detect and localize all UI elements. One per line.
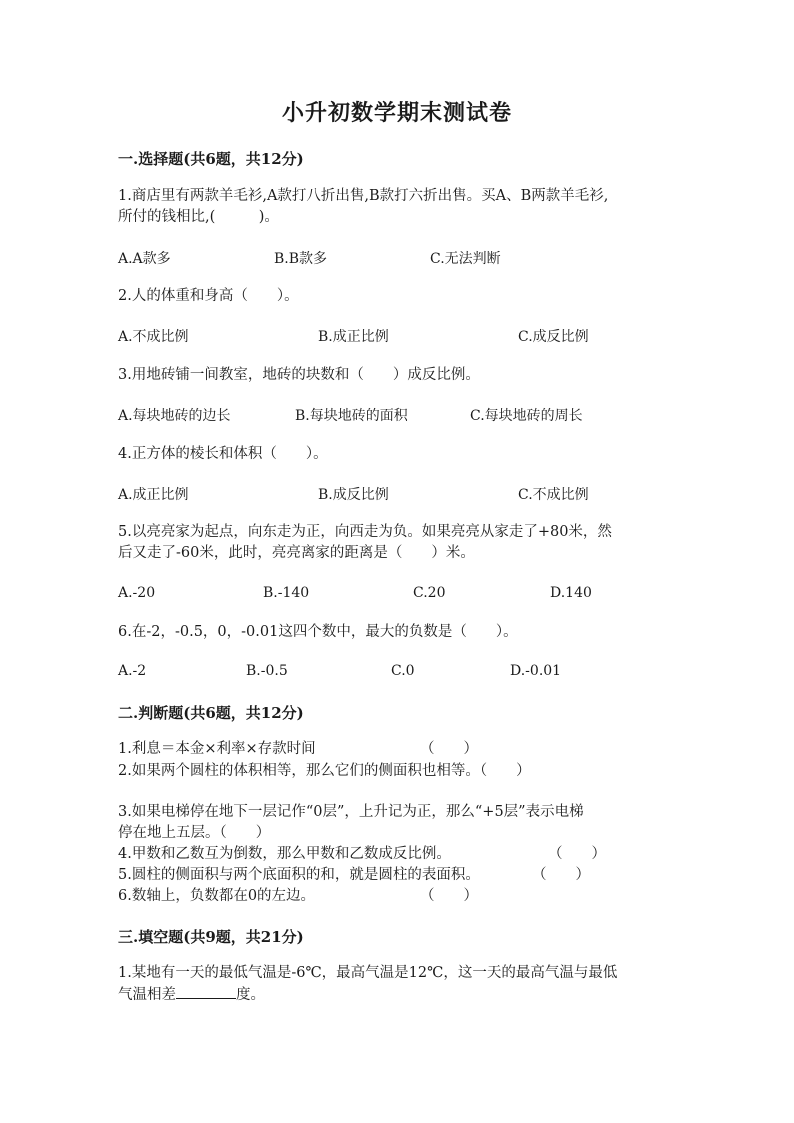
question-text: 4.甲数和乙数互为倒数，那么甲数和乙数成反比例。 — [118, 846, 451, 862]
question-text — [118, 186, 678, 228]
option-b: B.成反比例 — [318, 487, 389, 503]
option-c: C.20 — [413, 585, 446, 601]
answer-blank[interactable] — [176, 984, 236, 999]
answer-parentheses: （ ） — [420, 741, 478, 757]
question-text: 2.如果两个圆柱的体积相等，那么它们的侧面积也相等。（ ） — [118, 763, 531, 779]
option-a: A.-2 — [118, 663, 147, 679]
option-c: C.不成比例 — [518, 487, 589, 503]
question-line: 停在地上五层。（ ） — [118, 825, 271, 841]
option-c: C.每块地砖的周长 — [470, 408, 583, 424]
answer-parentheses: （ ） — [420, 888, 478, 904]
question-text: 3.用地砖铺一间教室，地砖的块数和（ ）成反比例。 — [118, 367, 480, 383]
option-c: C.无法判断 — [430, 251, 501, 267]
question-text-suffix: 度。 — [236, 987, 265, 1003]
option-c: C.成反比例 — [518, 329, 589, 345]
question-text: 4.正方体的棱长和体积（ ）。 — [118, 446, 328, 462]
option-b: B.-0.5 — [246, 663, 288, 679]
option-b: B.每块地砖的面积 — [295, 408, 408, 424]
question-text: 6.数轴上，负数都在0的左边。 — [118, 888, 316, 904]
question-line — [118, 984, 678, 1006]
answer-parentheses: （ ） — [532, 867, 590, 883]
question-line: 5.以亮亮家为起点，向东走为正，向西走为负。如果亮亮从家走了+80米，然 — [118, 524, 612, 540]
page-title: 小升初数学期末测试卷 — [281, 100, 512, 126]
option-d: D.140 — [550, 585, 592, 601]
section-heading-fill-in: 三.填空题(共9题，共21分) — [118, 928, 304, 946]
question-text: 2.人的体重和身高（ ）。 — [118, 288, 299, 304]
option-a: A.-20 — [118, 585, 156, 601]
option-b: B.成正比例 — [318, 329, 389, 345]
option-a: A.A款多 — [118, 251, 171, 267]
question-text: 5.圆柱的侧面积与两个底面积的和，就是圆柱的表面积。 — [118, 867, 480, 883]
answer-parentheses: （ ） — [548, 846, 606, 862]
question-text — [118, 522, 678, 564]
section-heading-judgement: 二.判断题(共6题，共12分) — [118, 704, 304, 722]
option-b: B.B款多 — [274, 251, 328, 267]
question-line: 3.如果电梯停在地下一层记作“0层”，上升记为正，那么“+5层”表示电梯 — [118, 804, 584, 820]
question-line: 1.商店里有两款羊毛衫,A款打八折出售,B款打六折出售。买A、B两款羊毛衫, — [118, 188, 609, 204]
option-b: B.-140 — [263, 585, 310, 601]
question-line: 所付的钱相比,( )。 — [118, 209, 279, 225]
question-text — [118, 963, 678, 1006]
question-text: 1.利息＝本金×利率×存款时间 — [118, 741, 316, 757]
question-line: 1.某地有一天的最低气温是-6℃，最高气温是12℃，这一天的最高气温与最低 — [118, 965, 618, 981]
question-text — [118, 802, 678, 844]
option-a: A.成正比例 — [118, 487, 189, 503]
question-text-prefix: 气温相差 — [118, 987, 176, 1003]
option-d: D.-0.01 — [510, 663, 562, 679]
option-a: A.每块地砖的边长 — [118, 408, 231, 424]
question-line: 后又走了-60米，此时，亮亮离家的距离是（ ）米。 — [118, 545, 475, 561]
section-heading-choice: 一.选择题(共6题，共12分) — [118, 150, 304, 168]
option-c: C.0 — [391, 663, 415, 679]
option-a: A.不成比例 — [118, 329, 189, 345]
question-text: 6.在-2，-0.5，0，-0.01这四个数中，最大的负数是（ ）。 — [118, 624, 518, 640]
